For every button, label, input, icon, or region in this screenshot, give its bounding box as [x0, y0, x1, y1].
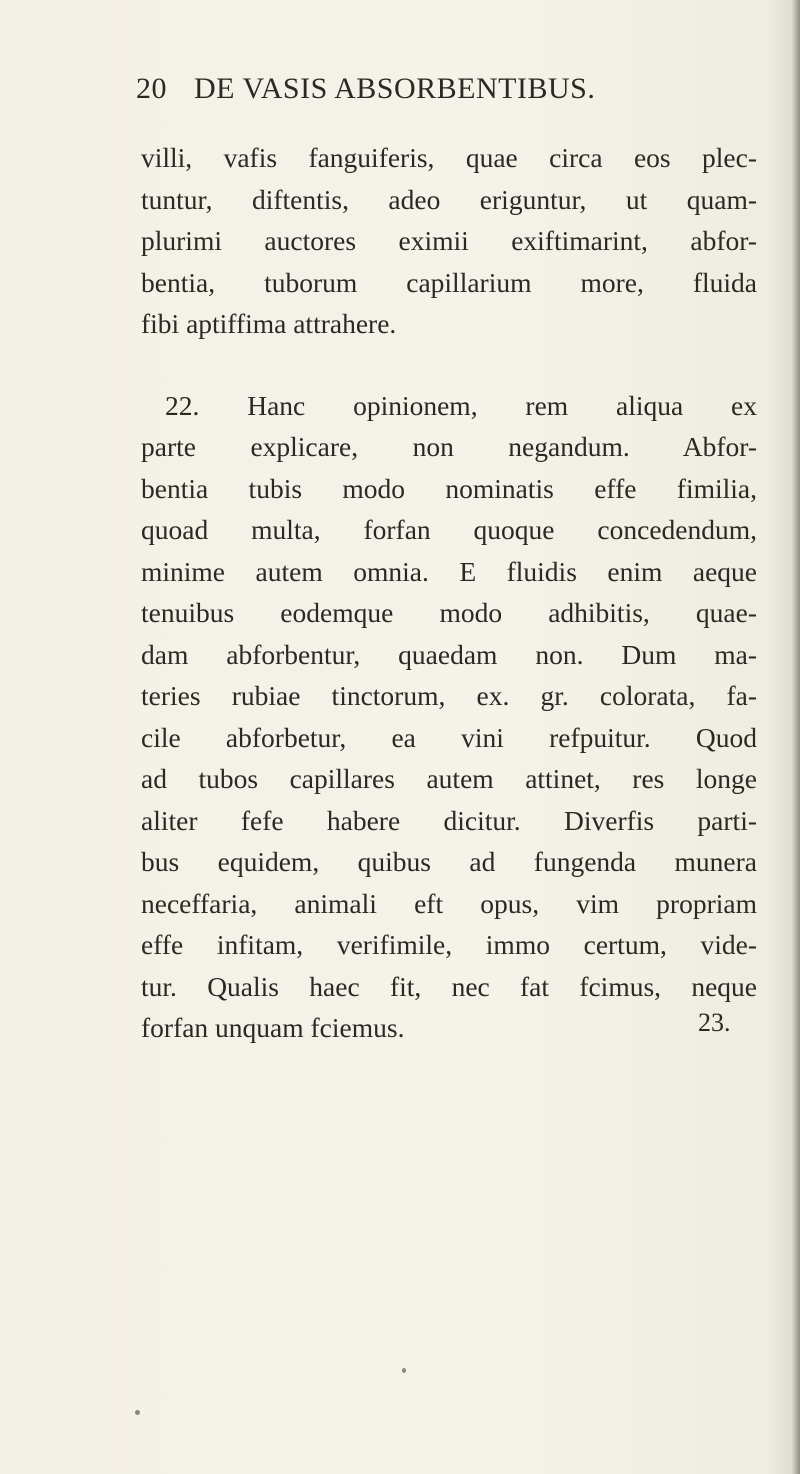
running-title: DE VASIS ABSORBENTIBUS.	[194, 72, 596, 105]
text-line: neceffaria, animali eft opus, vim propriam	[141, 887, 757, 919]
paragraph-2	[141, 385, 757, 1049]
text-line: villi, vafis fanguiferis, quae circa eos plec-	[141, 142, 757, 173]
text-line: bus equidem, quibus ad fungenda munera	[141, 846, 757, 877]
text-line: aliter fefe habere dicitur. Diverfis parti-	[141, 804, 757, 836]
text-line: minime autem omnia. E fluidis enim aeque	[141, 555, 757, 587]
text-line: tuntur, diftentis, adeo eriguntur, ut quam-	[141, 183, 757, 215]
page-edge-shadow	[790, 0, 800, 1474]
paragraph-gap	[141, 345, 757, 385]
text-line: tur. Qualis haec fit, nec fat fcimus, neque	[141, 970, 757, 1002]
text-line: forfan unquam fciemus.	[141, 1012, 405, 1043]
text-line: dam abforbentur, quaedam non. Dum ma-	[141, 638, 757, 670]
ink-speck	[402, 1368, 406, 1373]
text-line: plurimi auctores eximii exiftimarint, abfor-	[141, 225, 757, 256]
text-line: bentia tubis modo nominatis effe fimilia,	[141, 472, 757, 504]
catchword: 23.	[698, 1008, 731, 1037]
text-line: 22. Hanc opinionem, rem aliqua ex	[165, 389, 757, 421]
text-line: parte explicare, non negandum. Abfor-	[141, 431, 757, 462]
page-header	[136, 72, 736, 122]
paragraph-1	[141, 137, 757, 345]
text-line: fibi aptiffima attrahere.	[141, 308, 397, 339]
text-line: tenuibus eodemque modo adhibitis, quae-	[141, 597, 757, 628]
text-line: quoad multa, forfan quoque concedendum,	[141, 514, 757, 545]
text-line: bentia, tuborum capillarium more, fluida	[141, 266, 757, 298]
text-line: cile abforbetur, ea vini refpuitur. Quod	[141, 721, 757, 753]
text-line: effe infitam, verifimile, immo certum, vide-	[141, 929, 757, 960]
ink-speck	[135, 1410, 140, 1415]
body-text	[141, 137, 757, 1049]
text-line: ad tubos capillares autem attinet, res longe	[141, 763, 757, 794]
text-line: teries rubiae tinctorum, ex. gr. colorata, fa-	[141, 680, 757, 711]
page-number: 20	[136, 72, 167, 105]
